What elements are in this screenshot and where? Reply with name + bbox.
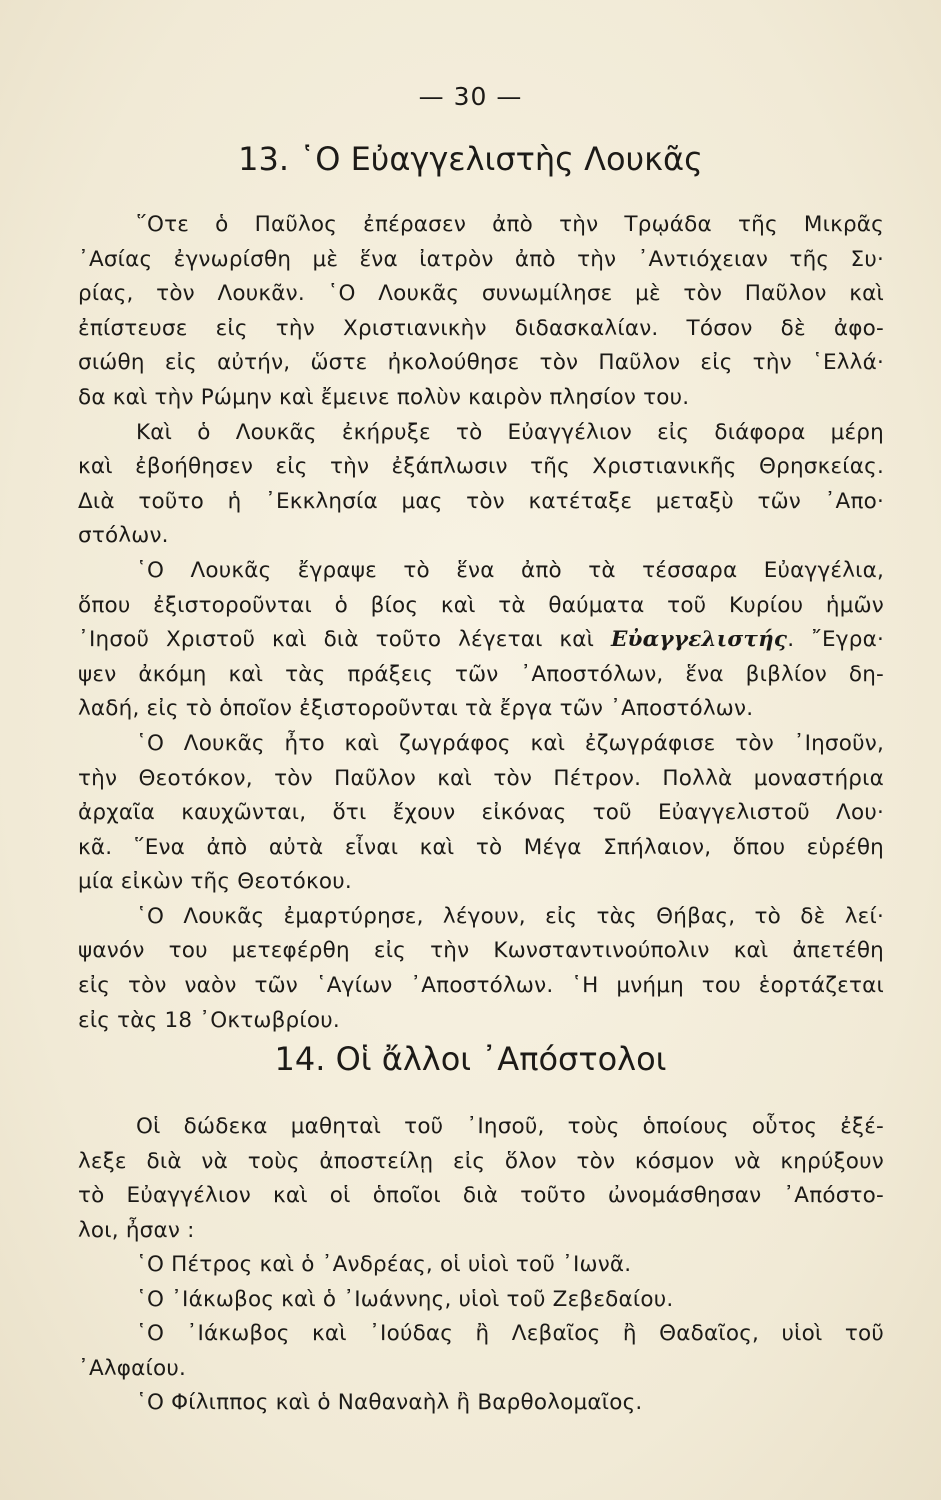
text-line: ῾Ο Λουκᾶς ἦτο καὶ ζωγράφος καὶ ἐζωγράφισε τὸν ᾿Ιησοῦν, — [136, 730, 884, 756]
list-item: ῾Ο Πέτρος καὶ ὁ ᾿Ανδρέας, οἱ υἱοὶ τοῦ ᾿Ιωνᾶ. — [136, 1252, 632, 1277]
list-item: ῾Ο Φίλιππος καὶ ὁ Ναθαναὴλ ἢ Βαρθολομαῖος. — [136, 1390, 643, 1416]
text-line: ᾿Ασίας ἐγνωρίσθη μὲ ἕνα ἰατρὸν ἀπὸ τὴν ᾿Αντιόχειαν τῆς Συ· — [78, 246, 884, 272]
text-line-with-emphasis — [78, 623, 884, 658]
section-14-body — [78, 1110, 884, 1248]
text-line: ἀρχαῖα καυχῶνται, ὅτι ἔχουν εἰκόνας τοῦ Εὐαγγελιστοῦ Λου· — [78, 800, 884, 826]
section-13-body — [78, 208, 884, 1038]
text-line: ρίας, τὸν Λουκᾶν. ῾Ο Λουκᾶς συνωμίλησε μὲ τὸν Παῦλον καὶ — [78, 281, 884, 307]
list-item: ῾Ο ᾿Ιάκωβος καὶ ὁ ᾿Ιωάννης, υἱοὶ τοῦ Ζεβεδαίου. — [136, 1286, 674, 1312]
apostles-list — [78, 1248, 884, 1421]
text-line: ἐπίστευσε εἰς τὴν Χριστιανικὴν διδασκαλίαν. Τόσον δὲ ἀφο- — [78, 315, 884, 341]
text-run: ᾿Ιησοῦ Χριστοῦ καὶ διὰ τοῦτο λέγεται καὶ — [78, 627, 595, 653]
text-line: εἰς τὰς 18 ᾿Οκτωβρίου. — [78, 1007, 340, 1033]
text-line: σιώθη εἰς αὐτήν, ὥστε ἠκολούθησε τὸν Παῦλον εἰς τὴν ῾Ελλά· — [78, 350, 884, 376]
section-13-title: 13. ῾Ο Εὐαγγελιστὴς Λουκᾶς — [238, 140, 703, 178]
text-line: ὅπου ἐξιστοροῦνται ὁ βίος καὶ τὰ θαύματα τοῦ Κυρίου ἡμῶν — [78, 592, 884, 618]
text-line: ψεν ἀκόμη καὶ τὰς πράξεις τῶν ᾿Αποστόλων, ἕνα βιβλίον δη- — [78, 661, 884, 687]
text-line: μία εἰκὼν τῆς Θεοτόκου. — [78, 869, 352, 895]
text-line: λοι, ἦσαν : — [78, 1217, 195, 1243]
text-line: καὶ ἐβοήθησεν εἰς τὴν ἐξάπλωσιν τῆς Χριστιανικῆς Θρησκείας. — [78, 454, 884, 480]
text-run: . ῎Εγρα· — [787, 627, 884, 653]
page-number: — 30 — — [418, 82, 523, 111]
text-line: λεξε διὰ νὰ τοὺς ἀποστείλῃ εἰς ὅλον τὸν κόσμον νὰ κηρύξουν — [78, 1148, 884, 1174]
text-line: Καὶ ὁ Λουκᾶς ἐκήρυξε τὸ Εὐαγγέλιον εἰς διάφορα μέρη — [136, 419, 884, 445]
text-line: τὴν Θεοτόκον, τὸν Παῦλον καὶ τὸν Πέτρον. Πολλὰ μοναστήρια — [78, 765, 884, 791]
text-line: λαδή, εἰς τὸ ὁποῖον ἐξιστοροῦνται τὰ ἔργα τῶν ᾿Αποστόλων. — [78, 696, 754, 722]
text-line: ῾Ο Λουκᾶς ἔγραψε τὸ ἕνα ἀπὸ τὰ τέσσαρα Εὐαγγέλια, — [136, 557, 884, 583]
list-item: ᾿Αλφαίου. — [78, 1355, 187, 1381]
emphasized-word: Εὐαγγελιστής — [610, 627, 788, 653]
text-line: δα καὶ τὴν Ρώμην καὶ ἔμεινε πολὺν καιρὸν πλησίον του. — [78, 384, 690, 410]
section-14-title: 14. Οἱ ἄλλοι ᾿Απόστολοι — [274, 1040, 667, 1078]
text-line: Οἱ δώδεκα μαθηταὶ τοῦ ᾿Ιησοῦ, τοὺς ὁποίους οὗτος ἐξέ- — [136, 1114, 884, 1139]
text-line: τὸ Εὐαγγέλιον καὶ οἱ ὁποῖοι διὰ τοῦτο ὠνομάσθησαν ᾿Απόστο- — [78, 1183, 884, 1209]
text-line: ῾Ο Λουκᾶς ἐμαρτύρησε, λέγουν, εἰς τὰς Θήβας, τὸ δὲ λεί· — [136, 903, 884, 929]
text-line: ῞Οτε ὁ Παῦλος ἐπέρασεν ἀπὸ τὴν Τρῳάδα τῆς Μικρᾶς — [136, 212, 884, 237]
text-line: κᾶ. ῞Ενα ἀπὸ αὐτὰ εἶναι καὶ τὸ Μέγα Σπήλαιον, ὅπου εὑρέθη — [78, 834, 884, 860]
text-line: Διὰ τοῦτο ἡ ᾿Εκκλησία μας τὸν κατέταξε μεταξὺ τῶν ᾿Απο· — [78, 488, 884, 514]
list-item: ῾Ο ᾿Ιάκωβος καὶ ᾿Ιούδας ἢ Λεβαῖος ἢ Θαδαῖος, υἱοὶ τοῦ — [136, 1321, 884, 1347]
text-line: στόλων. — [78, 523, 169, 549]
text-line: ψανόν του μετεφέρθη εἰς τὴν Κωνσταντινούπολιν καὶ ἀπετέθη — [78, 938, 884, 964]
text-line: εἰς τὸν ναὸν τῶν ῾Αγίων ᾿Αποστόλων. ῾Η μνήμη του ἑορτάζεται — [78, 973, 884, 999]
